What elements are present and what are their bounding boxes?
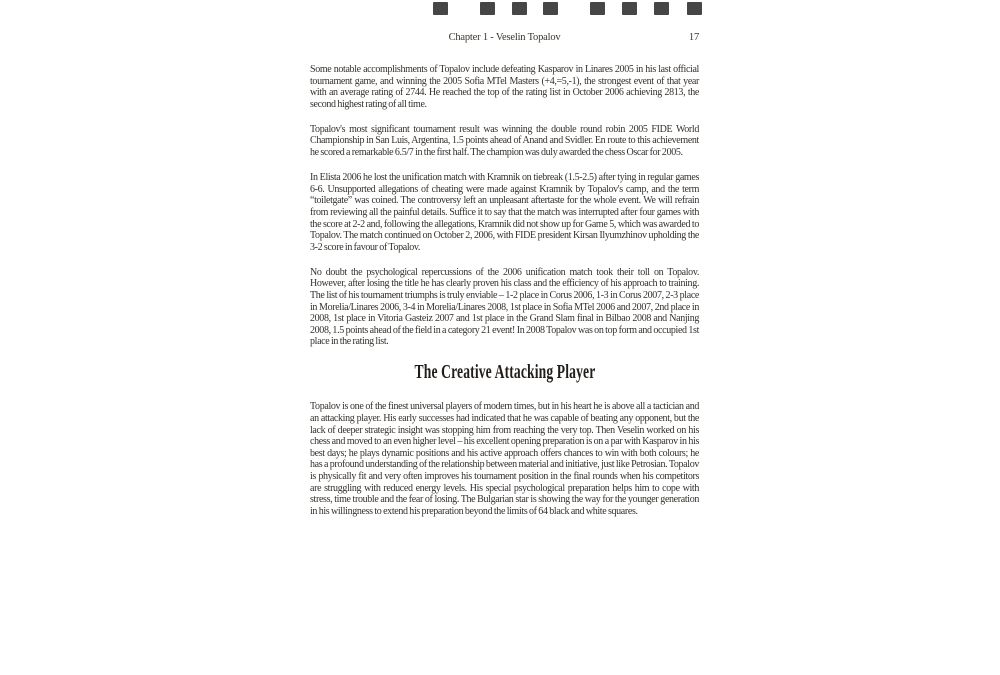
running-header bbox=[310, 32, 699, 43]
page-edge-marks bbox=[0, 0, 1000, 18]
edge-mark bbox=[590, 2, 605, 15]
section-heading bbox=[310, 361, 699, 384]
edge-mark bbox=[654, 2, 669, 15]
page-number: 17 bbox=[688, 32, 699, 43]
section-heading-text: The Creative Attacking Player bbox=[414, 361, 595, 384]
page-content bbox=[310, 64, 699, 531]
edge-mark bbox=[512, 2, 527, 15]
edge-mark bbox=[433, 2, 448, 15]
edge-mark bbox=[543, 2, 558, 15]
edge-mark bbox=[622, 2, 637, 15]
paragraph-san-luis: Topalov's most significant tournament result was winning the double round robin 2005 FIDE World Championship in San Luis, Argentina, 1.5 points ahead of Anand and Svidler. En route to this achievement he scored a remarkable 6.5/7 in the first half. The champion was duly awarded the chess Oscar for 2005. bbox=[310, 123, 699, 159]
paragraph-accomplishments: Some notable accomplishments of Topalov include defeating Kasparov in Linares 2005 in his last official tournament game, and winning the 2005 Sofia MTel Masters (+4,=5,-1), the strongest event of that year with an average rating of 2744. He reached the top of the rating list in October 2006 achieving 2813, the second highest rating of all time. bbox=[310, 64, 699, 110]
paragraph-triumphs: No doubt the psychological repercussions of the 2006 unification match took their toll on Topalov. However, after losing the title he has clearly proven his class and the efficiency of his approach to training. The list of his tournament triumphs is truly enviable – 1-2 place in Corus 2006, 1-3 in Corus 2007, 2-3 place in Morelia/Linares 2006, 3-4 in Morelia/Linares 2008, 1st place in Sofia MTel 2006 and 2007, 2nd place in 2008, 1st place in Vitoria Gasteiz 2007 and 1st place in the Grand Slam final in Bilbao 2008 and Nanjing 2008, 1.5 points ahead of the field in a category 21 event! In 2008 Topalov was on top form and occupied 1st place in the rating list. bbox=[310, 266, 699, 348]
edge-mark bbox=[480, 2, 495, 15]
edge-mark bbox=[687, 2, 702, 15]
paragraph-elista-match: In Elista 2006 he lost the unification match with Kramnik on tiebreak (1.5-2.5) after tying in regular games 6-6. Unsupported allegations of cheating were made against Kramnik by Topalov's camp, and the term “toiletgate” was coined. The controversy left an unpleasant aftertaste for the whole event. We will refrain from reviewing all the painful details. Suffice it to say that the match was interrupted after four games with the score at 2-2 and, following the allegations, Kramnik did not show up for Game 5, which was awarded to Topalov. The match continued on October 2, 2006, with FIDE president Kirsan Ilyumzhinov upholding the 3-2 score in favour of Topalov. bbox=[310, 172, 699, 253]
running-header-title: Chapter 1 - Veselin Topalov bbox=[448, 32, 561, 43]
paragraph-playing-style: Topalov is one of the finest universal players of modern times, but in his heart he is above all a tactician and an attacking player. His early successes had indicated that he was capable of beating any opponent, but the lack of deeper strategic insight was stopping him from reaching the very top. Then Veselin worked on his chess and moved to an even higher level – his excellent opening preparation is on a par with Kasparov in his best days; he plays dynamic positions and his active approach offers chances to win with both colours; he has a profound understanding of the relationship between material and initiative, just like Petrosian. Topalov is physically fit and very often improves his tournament position in the final rounds when his competitors are struggling with reduced energy levels. His special psychological preparation helps him to cope with stress, time trouble and the fear of losing. The Bulgarian star is showing the way for the younger generation in his willingness to extend his preparation beyond the limits of 64 black and white squares. bbox=[310, 401, 699, 517]
